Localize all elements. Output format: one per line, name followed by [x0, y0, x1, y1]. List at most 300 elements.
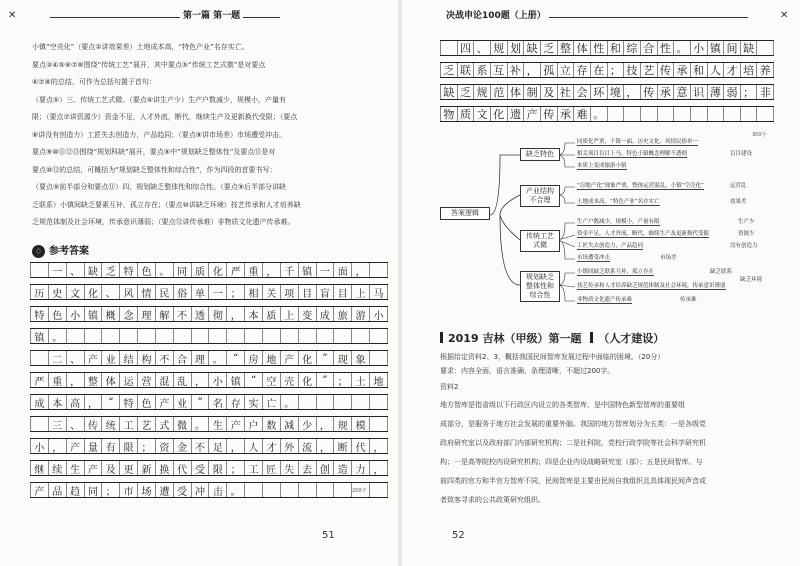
grid-cell: 限: [120, 439, 138, 453]
grid-cell: 游: [352, 307, 370, 321]
grid-cell: 继: [30, 461, 49, 475]
question-prompt: 根据给定资料2、3，概括我国民间智库发展过程中面临的困境。（20分）: [440, 353, 665, 361]
grid-cell: 才: [263, 439, 281, 453]
analysis-line: 要点⑩⑫的总结，可概括为“规划缺乏整体性和综合性”，作为四段的首要书写：: [32, 165, 277, 174]
tree-note: 效果差: [730, 199, 747, 205]
grid-cell: 和: [608, 41, 625, 55]
grid-cell: 结: [120, 351, 138, 365]
tree-leaf: “房地产化”现象严重，整体运营混乱，小镇“空壳化”: [577, 183, 704, 189]
grid-cell: ；: [227, 461, 245, 475]
grid-cell: “: [245, 373, 263, 387]
grid-cell: [370, 483, 388, 497]
grid-cell: 缺: [741, 41, 758, 55]
grid-cell: 微: [174, 417, 192, 431]
grid-cell: 文: [67, 285, 85, 299]
grid-cell: 千: [281, 263, 299, 277]
grid-cell: 、: [474, 41, 491, 55]
grid-cell: 。: [674, 41, 691, 55]
grid-cell: ；: [334, 373, 352, 387]
grid-cell: 乏: [541, 41, 558, 55]
grid-cell: 式: [156, 417, 174, 431]
grid-cell: ，: [524, 63, 541, 77]
grid-cell: 特: [120, 395, 138, 409]
grid-cell: “: [102, 395, 120, 409]
grid-cell: 化: [209, 263, 227, 277]
grid-cell: [281, 483, 299, 497]
tree-note: 盲目建设: [730, 151, 753, 157]
grid-cell: [641, 107, 658, 121]
grid-cell: 范: [491, 85, 508, 99]
grid-cell: 旅: [334, 307, 352, 321]
grid-cell: 冲: [192, 483, 210, 497]
grid-cell: 历: [30, 285, 49, 299]
grid-cell: 统: [102, 417, 120, 431]
grid-row: [30, 306, 388, 322]
grid-cell: 业: [174, 395, 192, 409]
grid-cell: 遗: [508, 107, 525, 121]
grid-cell: 规: [334, 417, 352, 431]
grid-cell: 产: [85, 351, 103, 365]
grid-cell: 单: [192, 285, 210, 299]
tree-leaf: 市场遭受冲击: [577, 255, 611, 261]
grid-cell: 缺: [524, 41, 541, 55]
grid-cell: 空: [263, 373, 281, 387]
grid-row: [30, 394, 388, 410]
grid-cell: 数: [263, 417, 281, 431]
material-line: 前四类的官方和半官方智库不同，民间智库是主要由民间自我组织且具体现民间声音或: [440, 477, 706, 485]
grid-cell: 传: [541, 107, 558, 121]
tree-note: 缺乏环境: [740, 277, 763, 283]
grid-cell: 匠: [263, 461, 281, 475]
grid-cell: 限: [209, 461, 227, 475]
grid-cell: 划: [508, 41, 525, 55]
grid-cell: 。: [227, 483, 245, 497]
tree-leaf: 工匠失去创造力，产品趋同: [577, 243, 644, 249]
grid-cell: 盲: [317, 285, 335, 299]
book-gutter: [398, 0, 402, 566]
grid-cell: 缺: [85, 263, 103, 277]
grid-row: [30, 438, 388, 454]
grid-cell: 镇: [85, 307, 103, 321]
tree-note: 资源少: [738, 231, 755, 237]
grid-cell: 系: [474, 63, 491, 77]
grid-cell: 人: [245, 439, 263, 453]
grid-cell: 规: [474, 85, 491, 99]
grid-cell: [674, 107, 691, 121]
grid-cell: [352, 395, 370, 409]
grid-cell: 外: [281, 439, 299, 453]
grid-row: [30, 262, 388, 278]
grid-cell: 合: [174, 351, 192, 365]
grid-cell: 资: [156, 439, 174, 453]
corner-mark-left: ✕: [8, 10, 17, 21]
grid-cell: [370, 263, 388, 277]
grid-cell: 马: [370, 285, 388, 299]
tree-leaf: 相关项目盲目上马，特色小镇概念理解不透彻: [577, 151, 688, 157]
grid-cell: ，: [49, 439, 67, 453]
grid-cell: ，: [370, 439, 388, 453]
grid-cell: 目: [334, 285, 352, 299]
grid-cell: 化: [299, 351, 317, 365]
grid-cell: 合: [641, 41, 658, 55]
grid-cell: 成: [317, 307, 335, 321]
grid-cell: [708, 107, 725, 121]
grid-cell: [299, 395, 317, 409]
analysis-line: 乏联系）小镇间缺乏要素互补，孤立存在；（要点⑩讲缺乏环境）技艺传承和人才培养缺: [32, 200, 301, 209]
grid-cell: ”: [192, 395, 210, 409]
grid-cell: 壳: [281, 373, 299, 387]
grid-cell: 镇: [708, 41, 725, 55]
grid-cell: [370, 329, 388, 343]
material-label: 资料2: [440, 383, 459, 391]
grid-row: [440, 84, 774, 100]
grid-cell: 实: [245, 395, 263, 409]
grid-cell: 营: [138, 373, 156, 387]
grid-cell: 生: [67, 461, 85, 475]
grid-row: [30, 372, 388, 388]
grid-cell: 本: [245, 307, 263, 321]
grid-cell: 业: [102, 351, 120, 365]
grid-cell: 小: [370, 307, 388, 321]
grid-cell: 不: [192, 439, 210, 453]
grid-cell: 断: [334, 439, 352, 453]
grid-cell: 上: [281, 307, 299, 321]
grid-cell: 体: [508, 85, 525, 99]
grid-cell: 趋: [67, 483, 85, 497]
grid-cell: 产: [281, 351, 299, 365]
grid-cell: 和: [691, 63, 708, 77]
question-title: 2019 吉林（甲级）第一题 （人才建设）: [440, 330, 664, 346]
grid-cell: [317, 483, 335, 497]
grid-cell: 重: [245, 263, 263, 277]
grid-cell: 相: [245, 285, 263, 299]
grid-cell: 不: [174, 307, 192, 321]
grid-cell: 俗: [174, 285, 192, 299]
grid-cell: 概: [102, 307, 120, 321]
grid-cell: 存: [574, 63, 591, 77]
grid-cell: 体: [574, 41, 591, 55]
grid-cell: [334, 395, 352, 409]
analysis-line: 限；（要点⑦讲资源少）资金不足，人才外流，断代，继续生产及更新换代受限；（要点: [32, 113, 298, 121]
grid-cell: 、: [67, 351, 85, 365]
answer-logic-tree: [440, 135, 770, 325]
grid-cell: 薄: [708, 85, 725, 99]
grid-cell: 同: [174, 263, 192, 277]
grid-cell: 承: [558, 107, 575, 121]
grid-cell: 市: [120, 483, 138, 497]
grid-cell: 名: [209, 395, 227, 409]
grid-cell: 减: [281, 417, 299, 431]
grid-cell: [156, 329, 174, 343]
grid-cell: 本: [49, 395, 67, 409]
grid-cell: 创: [317, 461, 335, 475]
analysis-line: 小镇“空壳化”（要点②讲效果差）土地成本高，“特色产业”名存实亡。: [32, 43, 249, 51]
grid-cell: 养: [757, 63, 774, 77]
grid-cell: 传: [658, 63, 675, 77]
tree-note: 运营乱: [730, 183, 747, 189]
grid-cell: 产: [67, 439, 85, 453]
grid-cell: 色: [138, 263, 156, 277]
grid-cell: [317, 395, 335, 409]
grid-cell: 目: [299, 285, 317, 299]
grid-cell: [263, 483, 281, 497]
grid-cell: [120, 329, 138, 343]
grid-cell: ，: [317, 439, 335, 453]
grid-cell: 境: [608, 85, 625, 99]
grid-cell: 质: [192, 263, 210, 277]
grid-cell: [281, 329, 299, 343]
grid-cell: 产: [524, 107, 541, 121]
grid-cell: 四: [458, 41, 475, 55]
grid-cell: 续: [49, 461, 67, 475]
tree-leaf: 同质化严重，千镇一面，历史文化、风情民俗单一: [577, 139, 699, 145]
grid-cell: 。: [156, 263, 174, 277]
grid-cell: [608, 107, 625, 121]
grid-cell: 缺: [440, 85, 458, 99]
grid-cell: 小: [30, 439, 49, 453]
tree-leaf: 技艺传承和人才培养缺乏规范体制及社会环境，传承意识薄弱: [577, 283, 726, 289]
grid-cell: 、: [102, 285, 120, 299]
grid-cell: [370, 351, 388, 365]
grid-cell: 遭: [156, 483, 174, 497]
corner-mark-right: ✕: [780, 10, 789, 21]
grid-cell: 性: [591, 41, 608, 55]
grid-cell: 象: [352, 351, 370, 365]
grid-cell: 乏: [440, 63, 458, 77]
analysis-line: 要点③④⑤⑥⑦⑧围绕“传统工艺”展开，其中要点⑤“传统工艺式微”是对要点: [32, 60, 266, 69]
grid-cell: 彻: [209, 307, 227, 321]
grid-cell: 小: [67, 307, 85, 321]
grid-cell: [30, 263, 49, 277]
grid-cell: 地: [263, 351, 281, 365]
grid-cell: 代: [352, 439, 370, 453]
grid-cell: 镇: [227, 373, 245, 387]
grid-cell: 规: [491, 41, 508, 55]
grid-cell: 培: [741, 63, 758, 77]
grid-cell: 及: [102, 461, 120, 475]
tree-note: 传承难: [680, 297, 697, 303]
grid-cell: 地: [370, 373, 388, 387]
header-right-title: 决战申论100题（上册）: [443, 8, 549, 21]
header-left: [30, 8, 392, 24]
grid-cell: 非: [757, 85, 774, 99]
grid-cell: ，: [352, 263, 370, 277]
grid-cell: 制: [524, 85, 541, 99]
grid-cell: 少: [299, 417, 317, 431]
grid-cell: 现: [334, 351, 352, 365]
tree-leaf: 非物质文化遗产传承难: [577, 297, 633, 303]
grid-cell: 、: [67, 417, 85, 431]
grid-cell: 金: [174, 439, 192, 453]
tree-leaf: 土地成本高，“特色产业”名存实亡: [577, 199, 660, 205]
grid-cell: 混: [156, 373, 174, 387]
grid-cell: 难: [574, 107, 591, 121]
grid-cell: ，: [67, 373, 85, 387]
word-counter-left: 200字: [352, 488, 367, 494]
grid-cell: 构: [138, 351, 156, 365]
grid-cell: 项: [281, 285, 299, 299]
grid-cell: 运: [120, 373, 138, 387]
grid-cell: [440, 41, 458, 55]
grid-cell: 成: [30, 395, 49, 409]
tree-branch-3: 传统工艺式微: [520, 230, 560, 252]
tree-note: 生产少: [738, 219, 755, 225]
analysis-line: 要点⑨⑩⑪⑫⑬围绕“规划科缺”展开，要点⑨中“规划缺乏整体性”及要点⑪是对: [32, 148, 276, 156]
grid-cell: 新: [138, 461, 156, 475]
grid-cell: 性: [658, 41, 675, 55]
grid-cell: 联: [458, 63, 475, 77]
grid-cell: 念: [120, 307, 138, 321]
tree-note: 市场差: [660, 255, 677, 261]
grid-cell: 情: [138, 285, 156, 299]
grid-cell: 乱: [174, 373, 192, 387]
grid-cell: 工: [120, 417, 138, 431]
grid-cell: 及: [541, 85, 558, 99]
grid-cell: ”: [317, 351, 335, 365]
grid-cell: 化: [85, 285, 103, 299]
grid-cell: 一: [317, 263, 335, 277]
grid-cell: 人: [708, 63, 725, 77]
grid-cell: 重: [49, 373, 67, 387]
grid-cell: [370, 395, 388, 409]
grid-cell: 不: [156, 351, 174, 365]
grid-cell: 解: [156, 307, 174, 321]
grid-cell: 民: [156, 285, 174, 299]
grid-cell: ”: [317, 373, 335, 387]
grid-cell: 二: [49, 351, 67, 365]
grid-cell: [192, 329, 210, 343]
grid-cell: 造: [334, 461, 352, 475]
grid-cell: 。: [281, 395, 299, 409]
grid-cell: 失: [281, 461, 299, 475]
grid-cell: 代: [174, 461, 192, 475]
grid-row: [30, 284, 388, 300]
grid-cell: 质: [458, 107, 475, 121]
grid-cell: 意: [674, 85, 691, 99]
grid-cell: [334, 483, 352, 497]
grid-cell: 产: [227, 417, 245, 431]
grid-cell: 间: [724, 41, 741, 55]
grid-cell: [317, 329, 335, 343]
grid-cell: 换: [156, 461, 174, 475]
grid-cell: ，: [370, 461, 388, 475]
grid-cell: ；: [138, 439, 156, 453]
material-line: 政府研究室以及政府部门内部研究机构；二是社科院、党校行政学院等社会科学研究机: [440, 439, 706, 447]
grid-cell: 色: [138, 395, 156, 409]
grid-cell: 互: [491, 63, 508, 77]
grid-cell: 户: [245, 417, 263, 431]
grid-cell: 物: [440, 107, 458, 121]
grid-cell: 传: [641, 85, 658, 99]
grid-cell: ，: [624, 85, 641, 99]
grid-cell: 关: [263, 285, 281, 299]
grid-cell: 传: [85, 417, 103, 431]
grid-cell: 环: [591, 85, 608, 99]
grid-cell: 整: [558, 41, 575, 55]
grid-cell: ；: [608, 63, 625, 77]
grid-cell: 承: [658, 85, 675, 99]
grid-row: [30, 328, 388, 344]
grid-cell: ；: [102, 483, 120, 497]
grid-cell: [299, 483, 317, 497]
grid-cell: 理: [192, 351, 210, 365]
grid-row: [440, 62, 774, 78]
grid-cell: 理: [138, 307, 156, 321]
grid-cell: 。: [49, 329, 67, 343]
grid-cell: [227, 329, 245, 343]
grid-cell: ，: [192, 373, 210, 387]
answer-grid-right: [440, 40, 774, 128]
grid-cell: [691, 107, 708, 121]
grid-cell: [67, 329, 85, 343]
grid-cell: 文: [474, 107, 491, 121]
grid-cell: 产: [30, 483, 49, 497]
grid-cell: [263, 329, 281, 343]
grid-row: [30, 350, 388, 366]
grid-cell: 。: [591, 107, 608, 121]
grid-cell: 受: [174, 483, 192, 497]
grid-cell: ，: [317, 417, 335, 431]
grid-cell: 去: [299, 461, 317, 475]
grid-cell: 史: [49, 285, 67, 299]
grid-cell: 生: [209, 417, 227, 431]
grid-cell: 有: [102, 439, 120, 453]
grid-cell: 严: [30, 373, 49, 387]
grid-cell: [757, 107, 774, 121]
tree-leaf: 资金不足，人才外流，断代，继续生产及更新换代受限: [577, 231, 710, 237]
grid-cell: [757, 41, 774, 55]
tree-leaf: 本质上变成旅游小镇: [577, 163, 627, 169]
header-left-title: 第一篇 第一题: [180, 8, 243, 21]
grid-cell: 击: [209, 483, 227, 497]
grid-cell: 特: [30, 307, 49, 321]
analysis-line: ⑧讲没有创造力）工匠失去创造力，产品趋同；（要点⑧讲市场差）市场遭受冲击。: [32, 130, 287, 139]
grid-cell: 特: [120, 263, 138, 277]
grid-cell: 透: [192, 307, 210, 321]
grid-cell: 才: [724, 63, 741, 77]
grid-cell: 产: [85, 461, 103, 475]
tree-note: 没有创造力: [730, 243, 758, 249]
grid-cell: [30, 417, 49, 431]
grid-cell: [85, 329, 103, 343]
grid-cell: [299, 329, 317, 343]
grid-cell: 同: [85, 483, 103, 497]
grid-cell: 严: [227, 263, 245, 277]
tree-root: 答案逻辑: [440, 207, 490, 220]
grid-cell: 一: [209, 285, 227, 299]
tree-leaf: 生产户数减少，规模小，产量有限: [577, 219, 660, 225]
analysis-line: 乏规范体制及社会环境，传承意识薄弱；（要点⑫讲传承难）非物质文化遗产传承难。: [32, 218, 295, 226]
material-line: 构；一是高等院校内设研究机构；四是企业内设战略研究室（部）；五是民间智库。与: [440, 458, 703, 466]
grid-row: [30, 482, 388, 498]
grid-cell: 化: [299, 373, 317, 387]
grid-cell: 更: [120, 461, 138, 475]
grid-cell: 。: [209, 351, 227, 365]
grid-cell: [102, 329, 120, 343]
grid-cell: [624, 107, 641, 121]
page-number-left: 51: [322, 530, 335, 541]
grid-row: [30, 416, 388, 432]
grid-cell: 识: [691, 85, 708, 99]
grid-cell: 土: [352, 373, 370, 387]
grid-cell: 亡: [263, 395, 281, 409]
grid-row: [30, 460, 388, 476]
grid-cell: 足: [209, 439, 227, 453]
grid-cell: 、: [67, 263, 85, 277]
tree-branch-1: 缺乏特色: [520, 148, 560, 161]
grid-cell: 上: [352, 285, 370, 299]
grid-cell: 工: [245, 461, 263, 475]
